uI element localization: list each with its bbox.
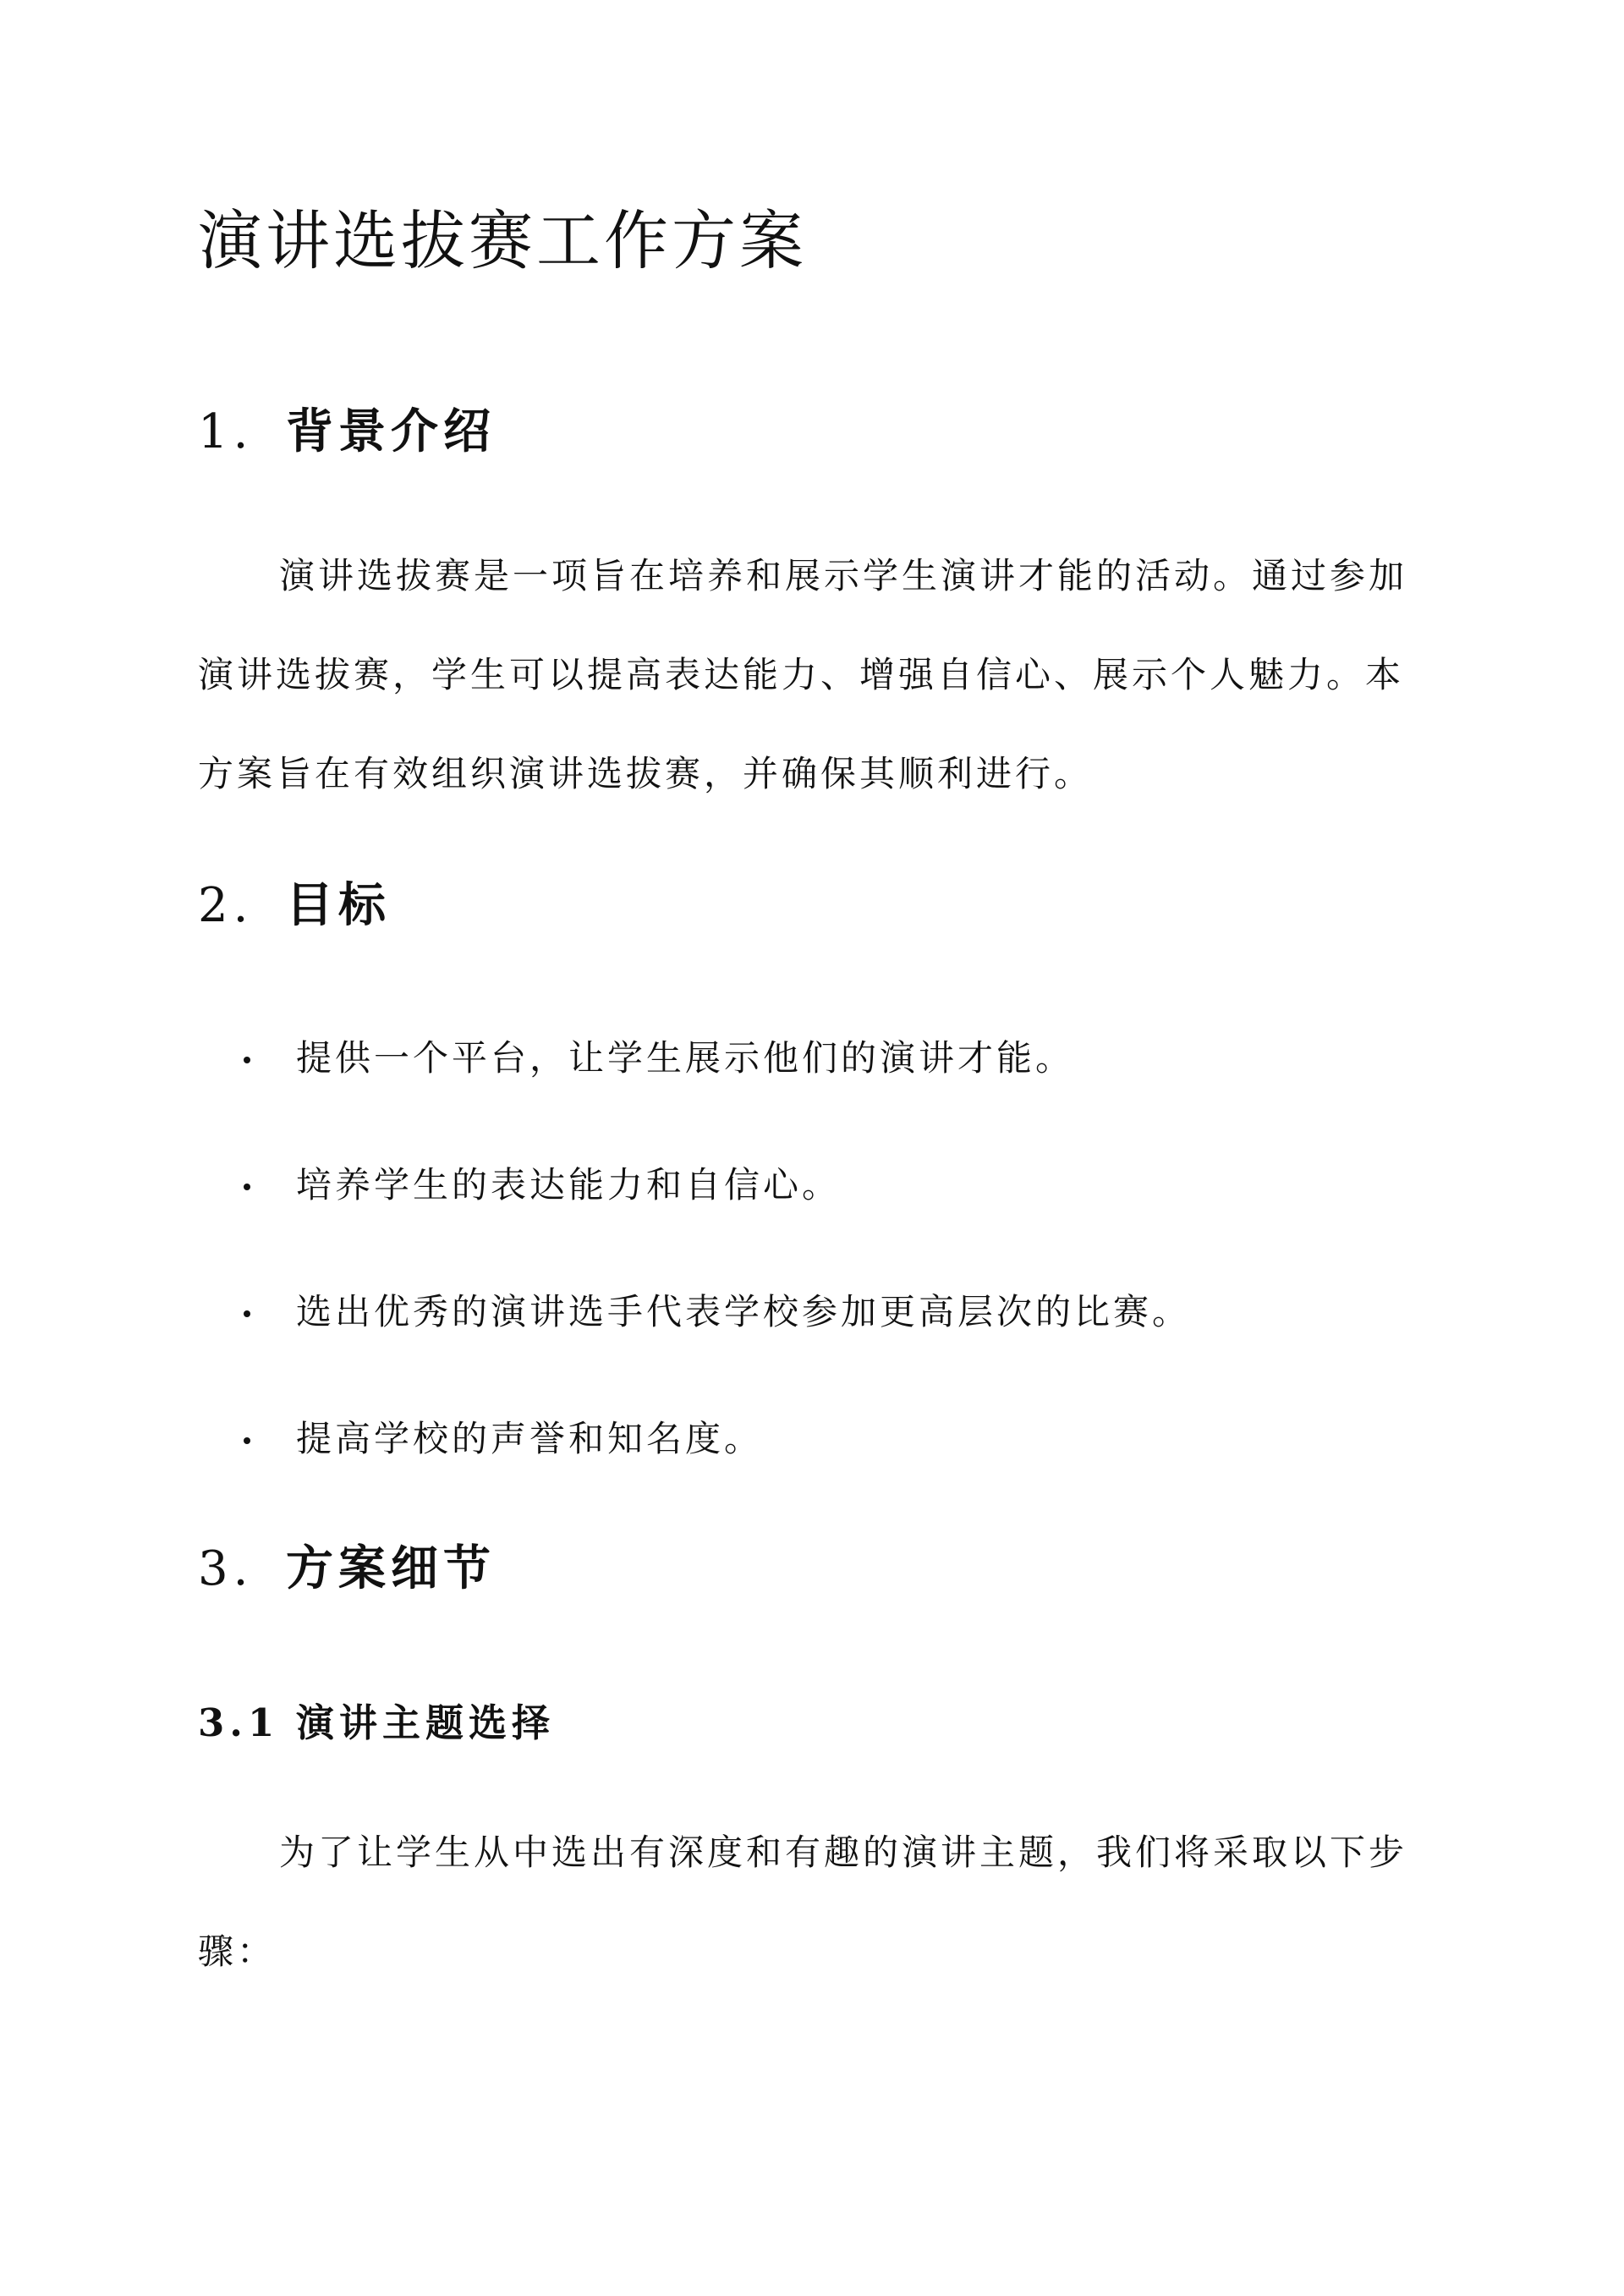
section-1-title: 背景介绍 (286, 404, 496, 459)
bullet-dot-icon (244, 1437, 250, 1444)
section-3-1-number: 3.1 (198, 1700, 280, 1745)
section-3-number: 3. (198, 1541, 254, 1596)
goal-text-1: 提供一个平台，让学生展示他们的演讲才能。 (296, 1037, 1075, 1079)
bullet-dot-icon (244, 1310, 250, 1317)
section-1-heading (198, 398, 496, 466)
section-3-1-title: 演讲主题选择 (296, 1700, 556, 1745)
document-title: 演讲选拔赛工作方案 (198, 203, 807, 278)
section-3-title: 方案细节 (286, 1541, 496, 1596)
section-2-number: 2. (198, 878, 254, 933)
bullet-dot-icon (244, 1184, 250, 1190)
section-3-heading (198, 1535, 496, 1603)
topic-selection-paragraph: 为了让学生从中选出有深度和有趣的演讲主题，我们将采取以下步骤： (198, 1832, 1408, 1972)
goal-text-4: 提高学校的声誉和知名度。 (296, 1418, 764, 1459)
goal-item-4 (247, 1409, 763, 1469)
section-1-number: 1. (198, 404, 254, 459)
background-paragraph: 演讲选拔赛是一项旨在培养和展示学生演讲才能的活动。通过参加演讲选拔赛，学生可以提高表达能力、增强自信心、展示个人魅力。本方案旨在有效组织演讲选拔赛，并确保其顺利进行。 (198, 555, 1408, 794)
goal-item-2 (247, 1156, 841, 1215)
goal-item-1 (247, 1029, 1074, 1088)
goal-item-3 (247, 1283, 1191, 1342)
goal-text-2: 培养学生的表达能力和自信心。 (296, 1164, 842, 1206)
section-3-1-heading (198, 1694, 555, 1753)
section-2-heading (198, 871, 391, 940)
goal-text-3: 选出优秀的演讲选手代表学校参加更高层次的比赛。 (296, 1291, 1192, 1332)
bullet-dot-icon (244, 1057, 250, 1063)
section-2-title: 目标 (286, 877, 391, 933)
